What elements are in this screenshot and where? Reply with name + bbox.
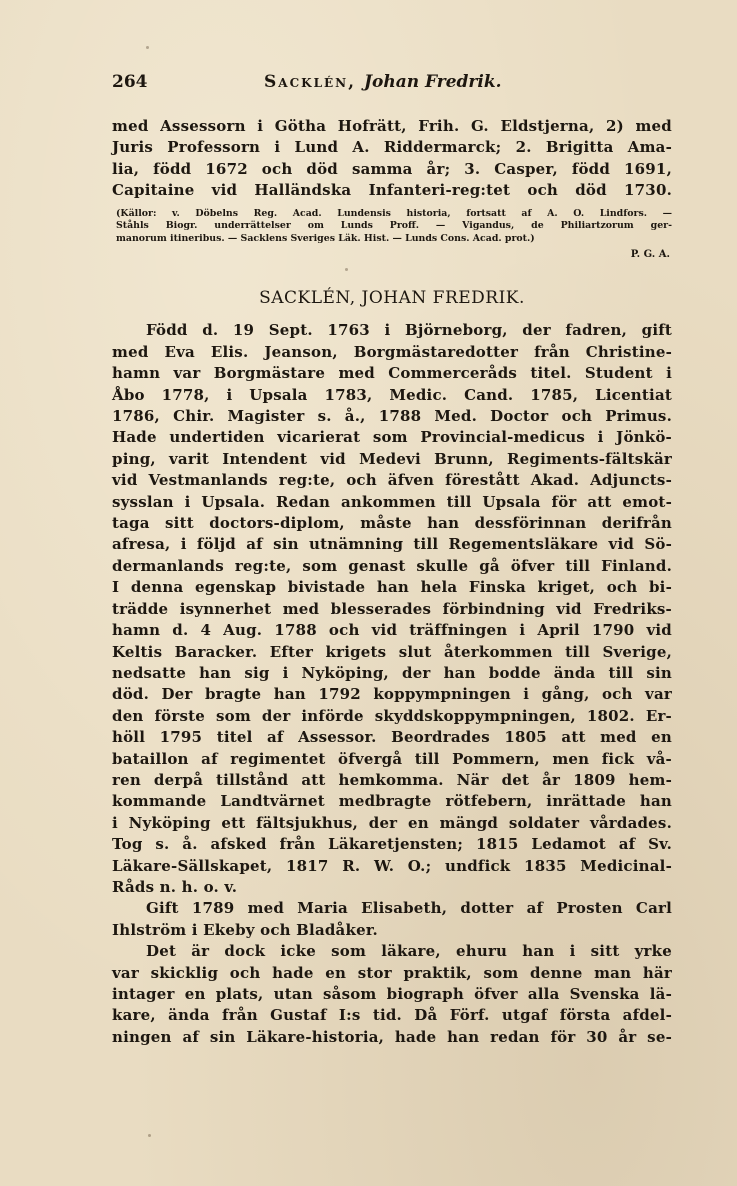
text-line: Hade undertiden vicarierat som Provincial-medicus i Jönkö- [112, 428, 672, 447]
text-line: ping, varit Intendent vid Medevi Brunn, Regiments-fältskär [112, 449, 672, 468]
text-line: Keltis Baracker. Efter krigets slut återkommen till Sverige, [112, 642, 672, 661]
article-paragraph-3 [112, 941, 672, 1048]
text-line: Läkare-Sällskapet, 1817 R. W. O.; undfick 1835 Medicinal- [112, 856, 672, 875]
paper-stain [146, 46, 149, 49]
text-line: Åbo 1778, i Upsala 1783, Medic. Cand. 1785, Licentiat [112, 385, 672, 404]
text-line: med Assessorn i Götha Hofrätt, Frih. G. Eldstjerna, 2) med [112, 117, 672, 135]
text-line: intager en plats, utan såsom biograph öfver alla Svenska lä- [112, 985, 672, 1003]
text-line: 1786, Chir. Magister s. å., 1788 Med. Doctor och Primus. [112, 407, 672, 426]
source-line: (Källor: v. Döbelns Reg. Acad. Lundensis historia, fortsatt af A. O. Lindfors. — [116, 207, 672, 219]
text-line: kare, ända från Gustaf I:s tid. Då Förf. utgaf första afdel- [112, 1006, 672, 1025]
text-line: Råds n. h. o. v. [112, 877, 238, 896]
text-line: Född d. 19 Sept. 1763 i Björneborg, der fadren, gift [146, 321, 672, 340]
text-line: Ihlström i Ekeby och Bladåker. [112, 920, 378, 939]
article-heading: SACKLÉN, JOHAN FREDRIK. [259, 288, 525, 309]
text-line: vid Vestmanlands reg:te, och äfven förestått Akad. Adjuncts- [112, 471, 672, 490]
text-line: död. Der bragte han 1792 koppympningen i gång, och var [112, 685, 672, 704]
paper-stain [660, 910, 663, 913]
text-line: nedsatte han sig i Nyköping, der han bodde ända till sin [112, 663, 672, 682]
text-line: lia, född 1672 och död samma år; 3. Casper, född 1691, [112, 159, 672, 178]
running-title-name: Sacklén, [264, 72, 357, 92]
text-line: ren derpå tillstånd att hemkomma. När det år 1809 hem- [112, 770, 672, 789]
text-line: Juris Professorn i Lund A. Riddermarck; 2. Brigitta Ama- [112, 138, 672, 157]
text-line: Det är dock icke som läkare, ehuru han i sitt yrke [146, 942, 672, 961]
text-line: taga sitt doctors-diplom, måste han dessförinnan derifrån [112, 514, 672, 533]
text-line: sysslan i Upsala. Redan ankommen till Upsala för att emot- [112, 492, 672, 511]
source-line: Ståhls Biogr. underrättelser om Lunds Proff. — Vigandus, de Philiartzorum ger- [116, 220, 672, 232]
text-line: dermanlands reg:te, som genast skulle gå öfver till Finland. [112, 556, 672, 575]
running-title [264, 72, 502, 92]
page-number: 264 [112, 72, 148, 92]
running-title-italic: Johan Fredrik. [363, 72, 502, 92]
text-line: den förste som der införde skyddskoppympningen, 1802. Er- [112, 706, 672, 725]
text-line: trädde isynnerhet med blesserades förbindning vid Fredriks- [112, 599, 672, 618]
text-line: var skicklig och hade en stor praktik, som denne man här [112, 963, 672, 982]
text-line: med Eva Elis. Jeanson, Borgmästaredotter från Christine- [112, 342, 672, 361]
text-line: afresa, i följd af sin utnämning till Regementsläkare vid Sö- [112, 535, 672, 554]
text-line: I denna egenskap bivistade han hela Finska kriget, och bi- [112, 578, 672, 597]
text-line: Capitaine vid Halländska Infanteri-reg:tet och död 1730. [112, 181, 672, 200]
article-paragraph-2 [112, 898, 672, 941]
text-line: Gift 1789 med Maria Elisabeth, dotter af Prosten Carl [146, 899, 672, 918]
text-line: hamn d. 4 Aug. 1788 och vid träffningen i April 1790 vid [112, 621, 672, 640]
paper-stain [345, 268, 348, 271]
article-paragraph-1 [112, 320, 672, 898]
author-signature: P. G. A. [630, 249, 670, 261]
running-head [112, 72, 672, 102]
text-line: hamn var Borgmästare med Commerceråds titel. Student i [112, 364, 672, 383]
text-line: ningen af sin Läkare-historia, hade han redan för 30 år se- [112, 1027, 672, 1046]
text-line: Tog s. å. afsked från Läkaretjensten; 1815 Ledamot af Sv. [112, 835, 672, 854]
text-line: kommande Landtvärnet medbragte rötfebern, inrättade han [112, 792, 672, 811]
text-line: bataillon af regimentet öfvergå till Pommern, men fick vå- [112, 749, 672, 768]
text-line: i Nyköping ett fältsjukhus, der en mängd soldater vårdades. [112, 813, 672, 832]
source-line: manorum itineribus. — Sacklens Sveriges Läk. Hist. — Lunds Cons. Acad. prot.) [116, 232, 535, 244]
paper-stain [148, 1134, 151, 1137]
lead-paragraph [112, 116, 672, 202]
page-content [112, 72, 672, 1048]
text-line: höll 1795 titel af Assessor. Beordrades 1805 att med en [112, 728, 672, 747]
sources-note [112, 208, 672, 246]
